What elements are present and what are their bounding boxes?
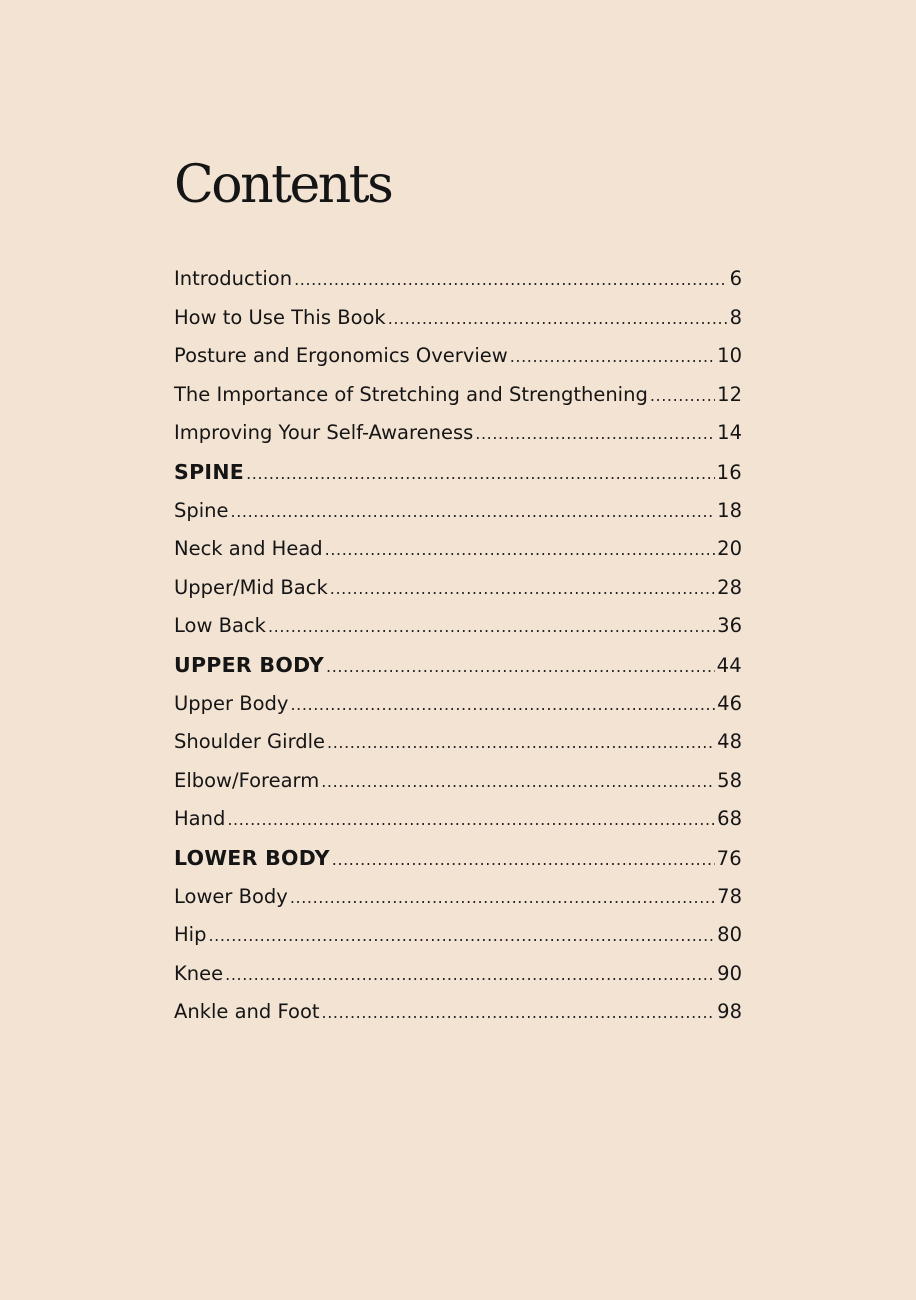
toc-entry-label: UPPER BODY: [174, 652, 325, 677]
dot-leader: [325, 540, 716, 559]
toc-entry-label: Shoulder Girdle: [174, 730, 326, 754]
toc-entry[interactable]: [174, 692, 742, 731]
dot-leader: [332, 850, 715, 869]
dot-leader: [227, 810, 715, 829]
toc-entry[interactable]: [174, 537, 742, 576]
toc-entry[interactable]: [174, 962, 742, 1001]
toc-page-number: 10: [717, 344, 742, 368]
dot-leader: [388, 309, 728, 328]
dot-leader: [510, 347, 715, 366]
toc-page-number: 78: [717, 884, 742, 908]
toc-page-number: 58: [717, 768, 742, 792]
dot-leader: [327, 733, 715, 752]
dot-leader: [231, 502, 716, 521]
dot-leader: [294, 270, 727, 289]
toc-entry[interactable]: [174, 383, 742, 422]
toc-page-number: 28: [717, 575, 742, 599]
toc-entry-label: Ankle and Foot: [174, 1000, 320, 1024]
dot-leader: [330, 579, 715, 598]
page-title: Contents: [174, 155, 392, 215]
toc-entry[interactable]: [174, 344, 742, 383]
toc-entry[interactable]: [174, 576, 742, 615]
toc-entry-label: Posture and Ergonomics Overview: [174, 344, 508, 368]
toc-page-number: 68: [717, 807, 742, 831]
toc-entry-label: How to Use This Book: [174, 305, 386, 329]
toc-entry-label: The Importance of Stretching and Strengthening: [174, 382, 648, 406]
toc-page-number: 16: [716, 460, 742, 484]
contents-page: [174, 150, 742, 1039]
toc-entry[interactable]: [174, 614, 742, 653]
dot-leader: [225, 965, 715, 984]
table-of-contents: [174, 267, 742, 1039]
toc-entry-label: Introduction: [174, 267, 293, 290]
toc-entry-label: Low Back: [174, 614, 266, 638]
toc-entry-label: Neck and Head: [174, 537, 323, 561]
toc-entry-label: Upper Body: [174, 691, 289, 715]
toc-page-number: 12: [717, 382, 742, 406]
dot-leader: [290, 695, 715, 714]
toc-page-number: 20: [717, 537, 742, 561]
toc-entry-label: Improving Your Self-Awareness: [174, 421, 474, 445]
toc-entry-label: Spine: [174, 498, 229, 522]
toc-entry-label: Knee: [174, 961, 224, 985]
toc-entry[interactable]: [174, 730, 742, 769]
dot-leader: [290, 888, 715, 907]
dot-leader: [322, 1003, 716, 1022]
toc-entry-label: LOWER BODY: [174, 845, 330, 870]
toc-entry[interactable]: [174, 1000, 742, 1039]
toc-entry[interactable]: [174, 499, 742, 538]
toc-page-number: 98: [717, 1000, 742, 1024]
toc-page-number: 76: [716, 846, 742, 870]
dot-leader: [268, 617, 715, 636]
toc-section-heading[interactable]: [174, 846, 742, 885]
toc-entry[interactable]: [174, 885, 742, 924]
toc-page-number: 46: [717, 691, 742, 715]
dot-leader: [475, 424, 715, 443]
toc-page-number: 80: [717, 923, 742, 947]
toc-entry-label: Hip: [174, 923, 207, 947]
toc-section-heading[interactable]: [174, 653, 742, 692]
toc-entry-label: Elbow/Forearm: [174, 768, 320, 792]
toc-entry[interactable]: [174, 807, 742, 846]
toc-page-number: 18: [717, 498, 742, 522]
toc-page-number: 8: [729, 305, 742, 329]
toc-entry[interactable]: [174, 306, 742, 345]
toc-entry-label: Hand: [174, 807, 226, 831]
toc-entry-label: Lower Body: [174, 884, 288, 908]
toc-section-heading[interactable]: [174, 460, 742, 499]
toc-entry[interactable]: [174, 923, 742, 962]
toc-entry[interactable]: [174, 421, 742, 460]
dot-leader: [208, 926, 715, 945]
toc-page-number: 44: [716, 653, 742, 677]
toc-page-number: 36: [717, 614, 742, 638]
toc-page-number: 14: [717, 421, 742, 445]
dot-leader: [246, 464, 715, 483]
toc-entry-label: SPINE: [174, 459, 245, 484]
toc-entry[interactable]: [174, 267, 742, 306]
dot-leader: [650, 386, 715, 405]
toc-entry-label: Upper/Mid Back: [174, 575, 328, 599]
dot-leader: [321, 772, 715, 791]
toc-page-number: 6: [729, 267, 742, 290]
toc-entry[interactable]: [174, 769, 742, 808]
toc-page-number: 48: [717, 730, 742, 754]
toc-page-number: 90: [717, 961, 742, 985]
dot-leader: [326, 657, 715, 676]
